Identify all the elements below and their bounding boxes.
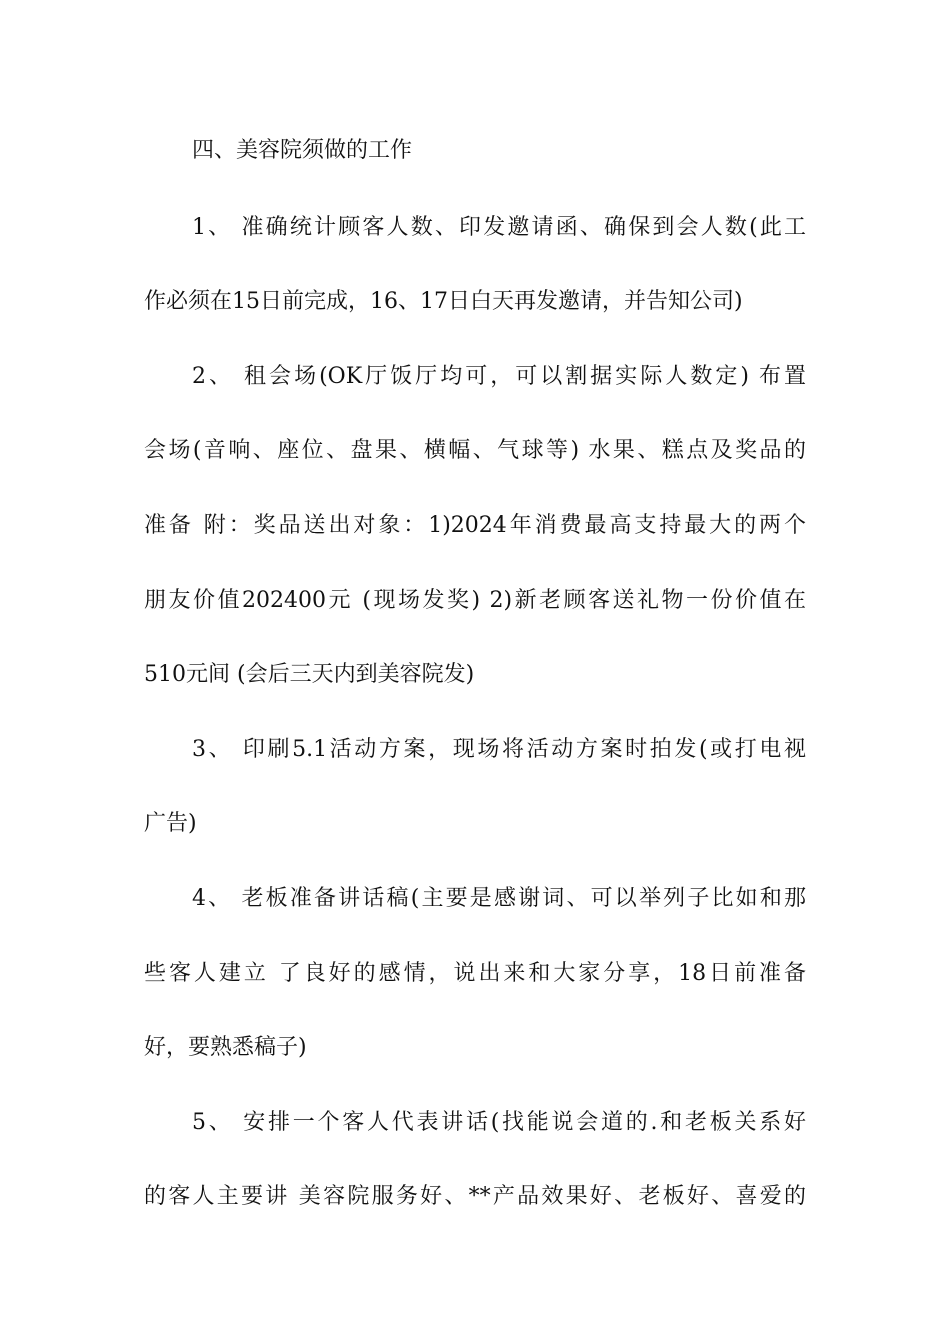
item-2-line-5: 510元间 (会后三天内到美容院发) — [144, 662, 475, 687]
item-4-line-2: 些客人建立 了良好的感情，说出来和大家分享，18日前准备 — [144, 961, 806, 986]
item-3-line-2: 广告) — [144, 811, 197, 836]
item-3-line-1: 3、 印刷5.1活动方案，现场将活动方案时拍发(或打电视 — [192, 737, 806, 762]
item-4-line-3: 好，要熟悉稿子) — [144, 1035, 307, 1060]
item-5-line-1: 5、 安排一个客人代表讲话(找能说会道的.和老板关系好 — [192, 1110, 806, 1135]
section-heading: 四、美容院须做的工作 — [192, 138, 413, 163]
item-5-line-2: 的客人主要讲 美容院服务好、**产品效果好、老板好、喜爱的 — [144, 1184, 806, 1209]
item-2-line-4: 朋友价值202400元 (现场发奖) 2)新老顾客送礼物一份价值在 — [144, 588, 806, 613]
item-4-line-1: 4、 老板准备讲话稿(主要是感谢词、可以举列子比如和那 — [192, 886, 806, 911]
item-2-line-2: 会场(音响、座位、盘果、横幅、气球等) 水果、糕点及奖品的 — [144, 438, 806, 463]
item-1-line-1: 1、 准确统计顾客人数、印发邀请函、确保到会人数(此工 — [192, 215, 806, 240]
item-2-line-3: 准备 附：奖品送出对象：1)2024年消费最高支持最大的两个 — [144, 513, 806, 538]
item-1-line-2: 作必须在15日前完成，16、17日白天再发邀请，并告知公司) — [144, 289, 743, 314]
item-2-line-1: 2、 租会场(OK厅饭厅均可，可以割据实际人数定) 布置 — [192, 364, 806, 389]
